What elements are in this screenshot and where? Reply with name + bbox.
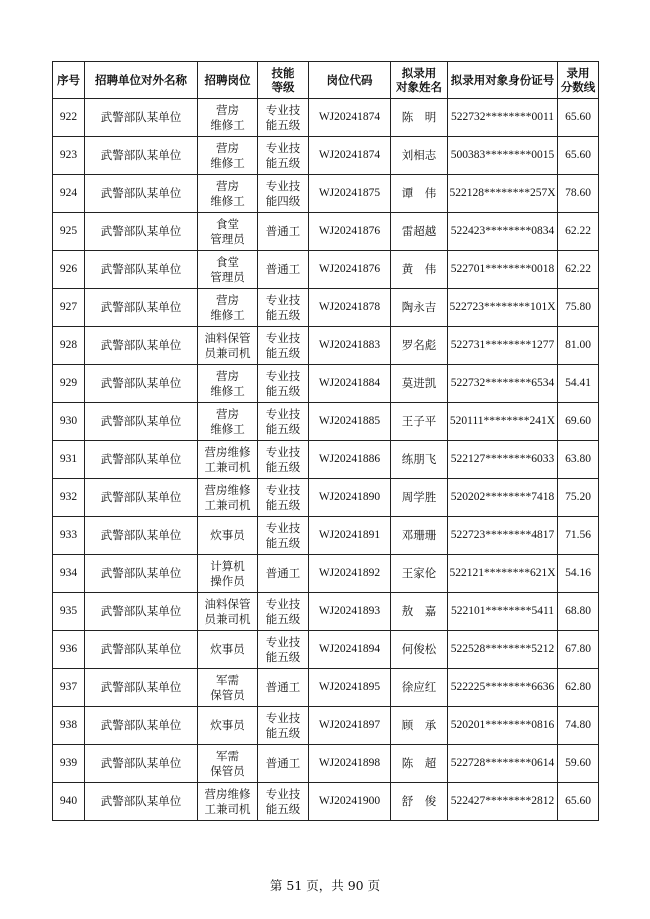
cell-unit: 武警部队某单位 [85,365,198,403]
cell-level: 专业技 能五级 [258,517,309,555]
cell-seq: 925 [53,213,85,251]
cell-seq: 932 [53,479,85,517]
cell-seq: 931 [53,441,85,479]
cell-position: 营房维修 工兼司机 [198,783,258,821]
cell-score: 67.80 [558,631,599,669]
cell-seq: 922 [53,99,85,137]
table-row [53,327,599,365]
cell-code: WJ20241894 [309,631,391,669]
cell-id-number: 522427********2812 [448,783,558,821]
cell-score: 71.56 [558,517,599,555]
cell-id-number: 522127********6033 [448,441,558,479]
table-row [53,555,599,593]
cell-score: 62.22 [558,213,599,251]
table-row [53,99,599,137]
cell-position: 营房 维修工 [198,137,258,175]
cell-code: WJ20241897 [309,707,391,745]
cell-level: 专业技 能五级 [258,593,309,631]
cell-id-number: 522121********621X [448,555,558,593]
cell-name: 徐应红 [391,669,448,707]
cell-unit: 武警部队某单位 [85,631,198,669]
cell-unit: 武警部队某单位 [85,745,198,783]
cell-position: 军需 保管员 [198,669,258,707]
cell-id-number: 520111********241X [448,403,558,441]
table-row [53,745,599,783]
cell-code: WJ20241876 [309,213,391,251]
page-footer [0,876,650,894]
table-header [53,62,599,99]
header-level: 技能 等级 [258,62,309,99]
cell-id-number: 522701********0018 [448,251,558,289]
cell-score: 59.60 [558,745,599,783]
cell-score: 74.80 [558,707,599,745]
cell-id-number: 522731********1277 [448,327,558,365]
cell-seq: 923 [53,137,85,175]
cell-code: WJ20241876 [309,251,391,289]
cell-code: WJ20241884 [309,365,391,403]
cell-name: 邓珊珊 [391,517,448,555]
cell-unit: 武警部队某单位 [85,669,198,707]
cell-id-number: 522225********6636 [448,669,558,707]
roster-table [52,61,599,821]
cell-level: 普通工 [258,251,309,289]
cell-position: 营房维修 工兼司机 [198,479,258,517]
cell-unit: 武警部队某单位 [85,289,198,327]
cell-position: 营房 维修工 [198,175,258,213]
cell-position: 营房 维修工 [198,403,258,441]
cell-code: WJ20241885 [309,403,391,441]
cell-level: 专业技 能五级 [258,99,309,137]
cell-seq: 937 [53,669,85,707]
cell-score: 78.60 [558,175,599,213]
cell-code: WJ20241883 [309,327,391,365]
cell-score: 68.80 [558,593,599,631]
cell-level: 普通工 [258,213,309,251]
cell-name: 罗名彪 [391,327,448,365]
cell-id-number: 522128********257X [448,175,558,213]
cell-unit: 武警部队某单位 [85,555,198,593]
cell-position: 食堂 管理员 [198,251,258,289]
cell-level: 普通工 [258,555,309,593]
cell-seq: 924 [53,175,85,213]
cell-level: 专业技 能五级 [258,403,309,441]
cell-seq: 927 [53,289,85,327]
table-row [53,669,599,707]
cell-code: WJ20241878 [309,289,391,327]
cell-name: 莫进凯 [391,365,448,403]
cell-level: 专业技 能五级 [258,441,309,479]
cell-id-number: 522528********5212 [448,631,558,669]
cell-unit: 武警部队某单位 [85,517,198,555]
cell-level: 专业技 能五级 [258,327,309,365]
cell-id-number: 520202********7418 [448,479,558,517]
header-name: 拟录用 对象姓名 [391,62,448,99]
cell-id-number: 522723********101X [448,289,558,327]
cell-position: 营房 维修工 [198,289,258,327]
cell-score: 54.41 [558,365,599,403]
cell-unit: 武警部队某单位 [85,441,198,479]
table-row [53,593,599,631]
cell-code: WJ20241892 [309,555,391,593]
cell-code: WJ20241900 [309,783,391,821]
cell-name: 陈 超 [391,745,448,783]
cell-id-number: 522728********0614 [448,745,558,783]
cell-position: 炊事员 [198,517,258,555]
header-seq: 序号 [53,62,85,99]
cell-seq: 938 [53,707,85,745]
cell-name: 何俊松 [391,631,448,669]
cell-name: 黄 伟 [391,251,448,289]
table-row [53,175,599,213]
cell-unit: 武警部队某单位 [85,403,198,441]
cell-position: 炊事员 [198,707,258,745]
cell-seq: 935 [53,593,85,631]
cell-name: 王子平 [391,403,448,441]
cell-name: 谭 伟 [391,175,448,213]
table-row [53,517,599,555]
cell-level: 专业技 能五级 [258,289,309,327]
cell-unit: 武警部队某单位 [85,213,198,251]
cell-unit: 武警部队某单位 [85,137,198,175]
cell-score: 65.60 [558,783,599,821]
cell-seq: 940 [53,783,85,821]
cell-seq: 926 [53,251,85,289]
cell-id-number: 522732********6534 [448,365,558,403]
cell-code: WJ20241893 [309,593,391,631]
cell-score: 75.20 [558,479,599,517]
cell-name: 刘相志 [391,137,448,175]
cell-unit: 武警部队某单位 [85,99,198,137]
cell-position: 油料保管 员兼司机 [198,327,258,365]
table-row [53,707,599,745]
table-row [53,479,599,517]
cell-level: 专业技 能四级 [258,175,309,213]
cell-position: 油料保管 员兼司机 [198,593,258,631]
cell-name: 顾 承 [391,707,448,745]
cell-score: 81.00 [558,327,599,365]
table-row [53,441,599,479]
cell-level: 专业技 能五级 [258,707,309,745]
cell-score: 65.60 [558,137,599,175]
cell-code: WJ20241898 [309,745,391,783]
cell-seq: 934 [53,555,85,593]
header-id-number: 拟录用对象身份证号 [448,62,558,99]
cell-name: 周学胜 [391,479,448,517]
table-row [53,403,599,441]
cell-name: 陈 明 [391,99,448,137]
cell-level: 普通工 [258,745,309,783]
cell-position: 营房 维修工 [198,99,258,137]
cell-id-number: 522732********0011 [448,99,558,137]
cell-level: 专业技 能五级 [258,783,309,821]
cell-code: WJ20241874 [309,99,391,137]
table-row [53,213,599,251]
cell-score: 75.80 [558,289,599,327]
table-row [53,365,599,403]
cell-position: 营房 维修工 [198,365,258,403]
table-row [53,783,599,821]
cell-seq: 929 [53,365,85,403]
table-row [53,137,599,175]
cell-name: 舒 俊 [391,783,448,821]
table-body [53,99,599,821]
cell-id-number: 522723********4817 [448,517,558,555]
cell-score: 54.16 [558,555,599,593]
cell-code: WJ20241874 [309,137,391,175]
cell-position: 营房维修 工兼司机 [198,441,258,479]
cell-seq: 939 [53,745,85,783]
cell-id-number: 522423********0834 [448,213,558,251]
cell-unit: 武警部队某单位 [85,251,198,289]
page-number: 第 51 页，共 90 页 [269,878,381,893]
header-row [53,62,599,99]
cell-level: 专业技 能五级 [258,631,309,669]
cell-position: 炊事员 [198,631,258,669]
header-unit: 招聘单位对外名称 [85,62,198,99]
cell-id-number: 520201********0816 [448,707,558,745]
cell-unit: 武警部队某单位 [85,175,198,213]
cell-seq: 933 [53,517,85,555]
cell-level: 专业技 能五级 [258,137,309,175]
cell-unit: 武警部队某单位 [85,707,198,745]
cell-code: WJ20241895 [309,669,391,707]
cell-position: 计算机 操作员 [198,555,258,593]
cell-unit: 武警部队某单位 [85,327,198,365]
cell-code: WJ20241886 [309,441,391,479]
cell-name: 练朋飞 [391,441,448,479]
header-position: 招聘岗位 [198,62,258,99]
table-row [53,251,599,289]
cell-score: 62.22 [558,251,599,289]
cell-unit: 武警部队某单位 [85,593,198,631]
cell-seq: 928 [53,327,85,365]
cell-code: WJ20241875 [309,175,391,213]
cell-position: 军需 保管员 [198,745,258,783]
cell-name: 王家伦 [391,555,448,593]
cell-name: 陶永吉 [391,289,448,327]
table-row [53,289,599,327]
cell-score: 62.80 [558,669,599,707]
cell-score: 69.60 [558,403,599,441]
cell-code: WJ20241890 [309,479,391,517]
cell-score: 65.60 [558,99,599,137]
cell-name: 敖 嘉 [391,593,448,631]
cell-level: 专业技 能五级 [258,365,309,403]
cell-seq: 936 [53,631,85,669]
cell-level: 专业技 能五级 [258,479,309,517]
cell-seq: 930 [53,403,85,441]
cell-code: WJ20241891 [309,517,391,555]
table-row [53,631,599,669]
header-score: 录用 分数线 [558,62,599,99]
cell-id-number: 522101********5411 [448,593,558,631]
cell-id-number: 500383********0015 [448,137,558,175]
cell-score: 63.80 [558,441,599,479]
header-code: 岗位代码 [309,62,391,99]
cell-position: 食堂 管理员 [198,213,258,251]
cell-unit: 武警部队某单位 [85,783,198,821]
cell-unit: 武警部队某单位 [85,479,198,517]
cell-name: 雷超越 [391,213,448,251]
cell-level: 普通工 [258,669,309,707]
